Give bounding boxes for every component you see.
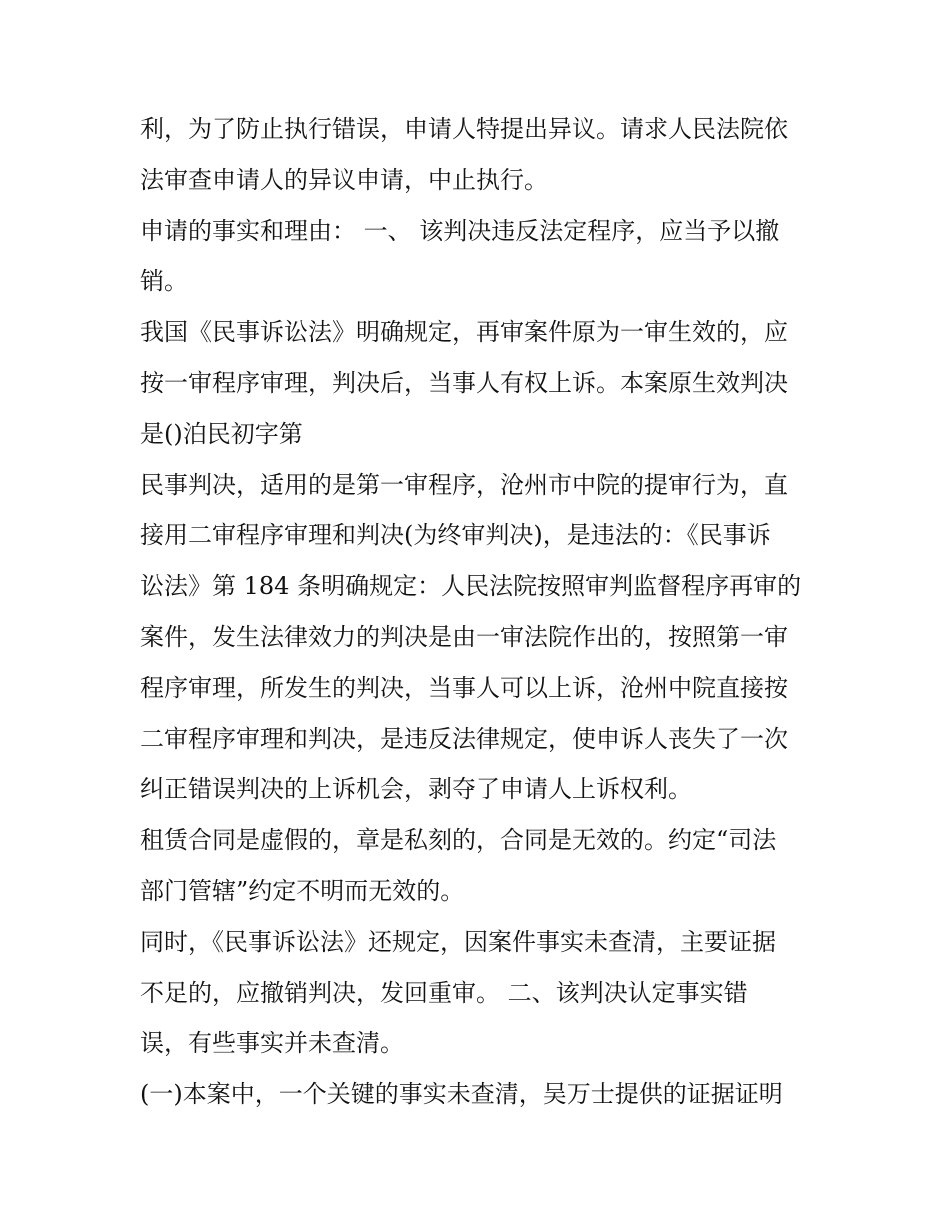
text-line: 二审程序审理和判决，是违反法律规定，使申诉人丧失了一次 bbox=[140, 724, 788, 753]
text-line: 讼法》第 184 条明确规定：人民法院按照审判监督程序再审的 bbox=[140, 572, 802, 601]
text-line: 法审查申请人的异议申请，中止执行。 bbox=[140, 165, 548, 194]
text-line: 同时，《民事诉讼法》还规定，因案件事实未查清，主要证据 bbox=[140, 927, 776, 956]
text-line: 程序审理，所发生的判决，当事人可以上诉，沧州中院直接按 bbox=[140, 673, 788, 702]
text-line: 部门管辖”约定不明而无效的。 bbox=[140, 876, 465, 905]
text-line: 案件，发生法律效力的判决是由一审法院作出的，按照第一审 bbox=[140, 622, 788, 651]
text-line: 接用二审程序审理和判决(为终审判决)，是违法的：《民事诉 bbox=[140, 521, 771, 550]
text-line: 是()泊民初字第 bbox=[140, 419, 303, 448]
text-line: 申请的事实和理由： 一、 该判决违反法定程序，应当予以撤 bbox=[140, 216, 780, 245]
text-line: (一)本案中，一个关键的事实未查清，吴万士提供的证据证明 bbox=[140, 1080, 783, 1109]
text-line: 民事判决，适用的是第一审程序，沧州市中院的提审行为，直 bbox=[140, 470, 788, 499]
text-line: 利，为了防止执行错误，申请人特提出异议。请求人民法院依 bbox=[140, 115, 788, 143]
document-body bbox=[140, 104, 820, 1120]
text-line: 按一审程序审理，判决后，当事人有权上诉。本案原生效判决 bbox=[140, 368, 788, 397]
text-line: 销。 bbox=[140, 267, 188, 296]
text-line: 不足的，应撤销判决，发回重审。 二、该判决认定事实错 bbox=[140, 978, 748, 1007]
text-line: 租赁合同是虚假的，章是私刻的，合同是无效的。约定“司法 bbox=[140, 826, 777, 855]
text-line: 纠正错误判决的上诉机会，剥夺了申请人上诉权利。 bbox=[140, 775, 692, 804]
text-line: 误，有些事实并未查清。 bbox=[140, 1029, 404, 1058]
text-line: 我国《民事诉讼法》明确规定，再审案件原为一审生效的，应 bbox=[140, 318, 788, 347]
